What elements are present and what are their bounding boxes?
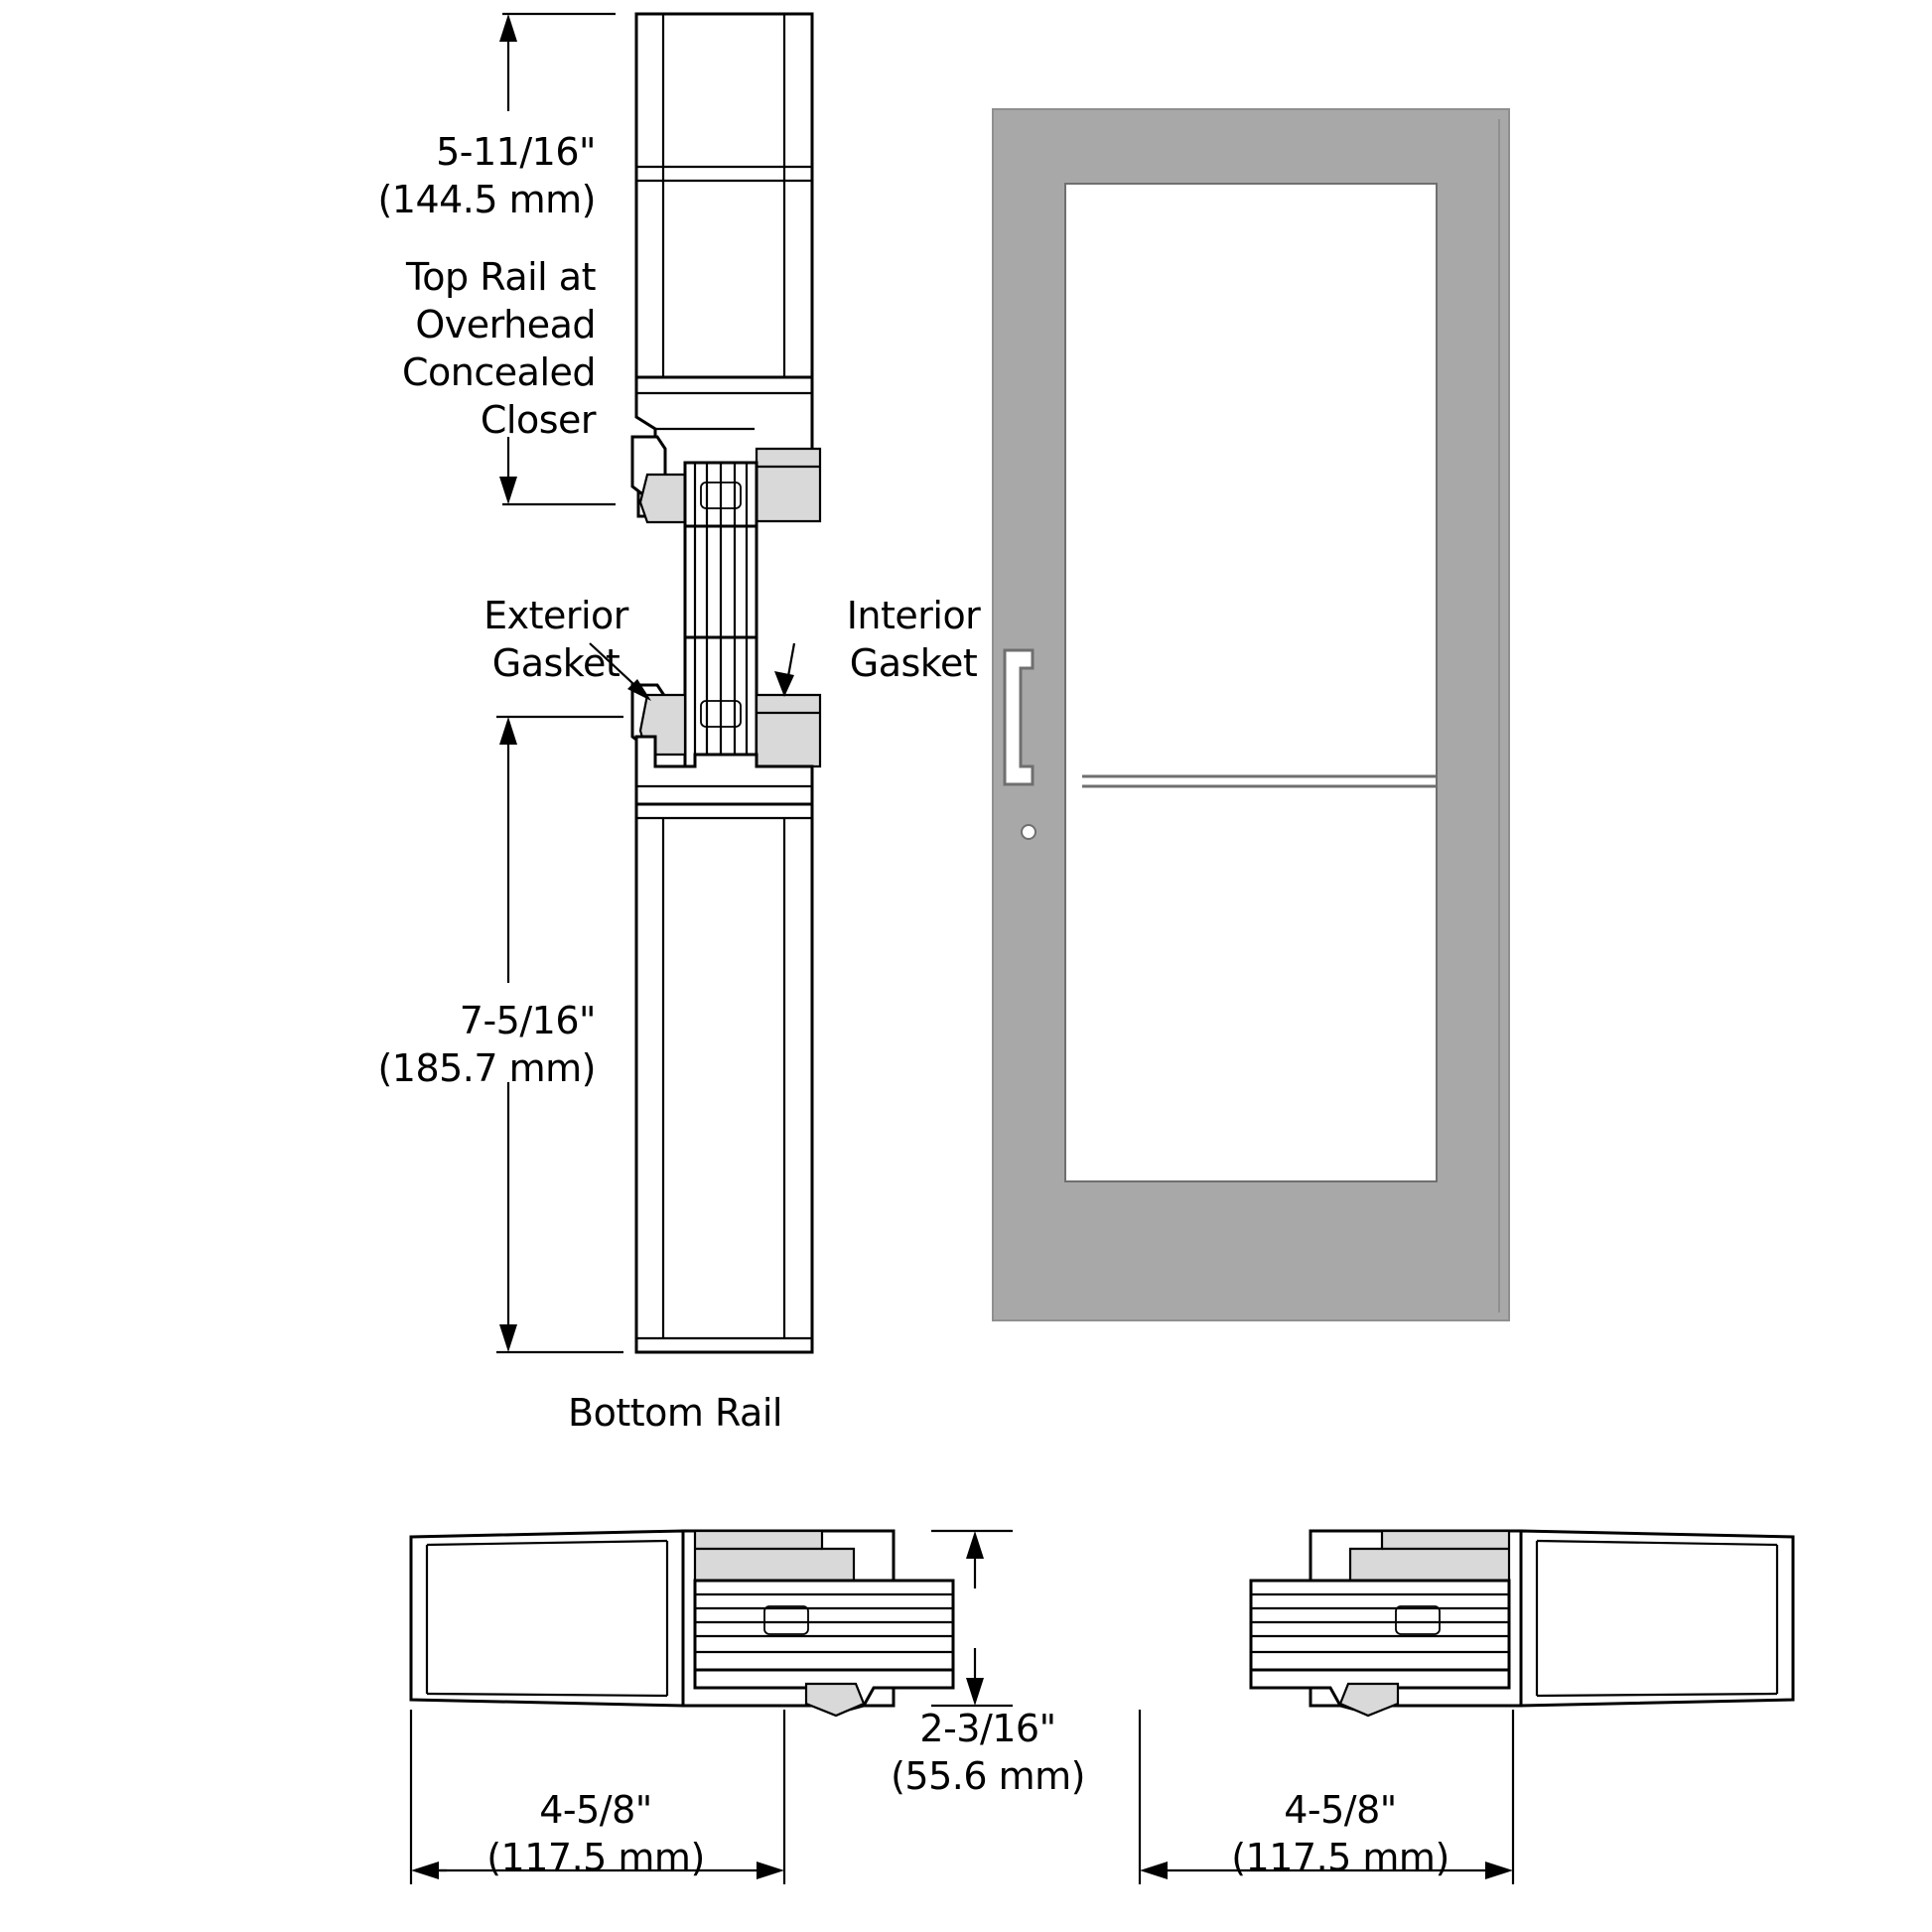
interior-gasket-label-line2: Gasket [849, 641, 978, 685]
top-rail-dimension-mm: (144.5 mm) [377, 178, 596, 221]
bottom-rail-dimension-inches: 7-5/16" [459, 999, 596, 1042]
bottom-rail-section [632, 637, 820, 1352]
top-rail-caption-line2: Overhead [415, 303, 596, 346]
depth-dimension-mm: (55.6 mm) [891, 1754, 1085, 1798]
right-stile-width-dimension [1140, 1710, 1513, 1884]
glass-edge-bottom [685, 637, 757, 766]
top-rail-dimension-inches: 5-11/16" [436, 130, 596, 174]
top-rail-caption-line1: Top Rail at [406, 255, 596, 299]
depth-dimension-inches: 2-3/16" [919, 1707, 1056, 1750]
top-rail-dimension-arrow [499, 14, 616, 504]
right-stile-section [1251, 1531, 1793, 1716]
door-elevation [993, 109, 1509, 1320]
bottom-rail-caption: Bottom Rail [568, 1391, 782, 1435]
interior-gasket-leader [774, 643, 794, 697]
top-rail-caption-line3: Concealed [402, 350, 596, 394]
glass-edge-top [685, 463, 757, 526]
bottom-rail-dimension-mm: (185.7 mm) [377, 1046, 596, 1090]
exterior-gasket-leader [590, 643, 651, 701]
exterior-gasket-label-line2: Gasket [491, 641, 621, 685]
bottom-rail-dimension-arrow [496, 717, 623, 1352]
glass-break-region [685, 526, 757, 637]
interior-gasket-label-line1: Interior [846, 594, 981, 637]
top-rail-caption-line4: Closer [480, 398, 596, 442]
left-stile-dimension-mm: (117.5 mm) [486, 1836, 705, 1879]
left-stile-width-dimension [411, 1710, 784, 1884]
top-rail-section [632, 14, 820, 637]
right-stile-dimension-mm: (117.5 mm) [1231, 1836, 1449, 1879]
left-stile-dimension-inches: 4-5/8" [539, 1788, 652, 1832]
right-stile-dimension-inches: 4-5/8" [1284, 1788, 1397, 1832]
door-lock-cylinder [1022, 825, 1035, 839]
door-glass-lite [1065, 184, 1437, 1181]
left-stile-section [411, 1531, 953, 1716]
exterior-gasket-label-line1: Exterior [483, 594, 628, 637]
